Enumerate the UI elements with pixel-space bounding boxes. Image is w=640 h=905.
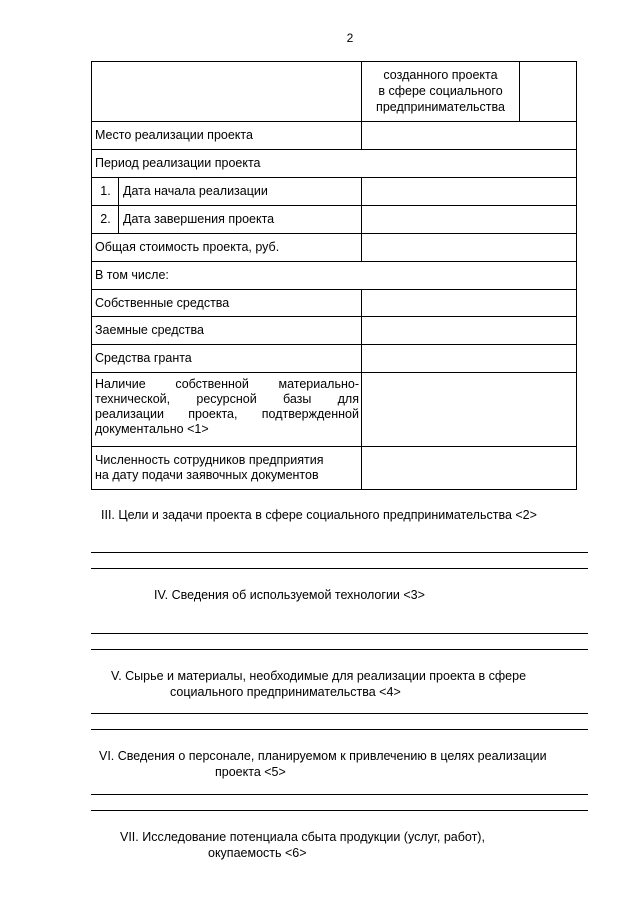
table-row-location <box>91 121 577 149</box>
table-row-period <box>91 149 577 177</box>
table-row-borrowed-funds <box>91 316 577 344</box>
table-row-material-base <box>91 372 577 446</box>
table-cell-empty <box>92 62 362 121</box>
section-6-title-line1: VI. Сведения о персонале, планируемом к привлечению в целях реализации <box>99 749 547 763</box>
label-total-cost: Общая стоимость проекта, руб. <box>95 240 280 254</box>
section-6-title-line2: проекта <5> <box>215 765 286 779</box>
fill-line <box>91 729 588 730</box>
section-4-title: IV. Сведения об используемой технологии <3> <box>154 588 425 602</box>
table-row-start <box>91 177 577 205</box>
table-cell-top-text: созданного проекта в сфере социального предпринимательства <box>376 68 505 114</box>
fill-line <box>91 713 588 714</box>
fill-line <box>91 568 588 569</box>
table-row-grant-funds <box>91 344 577 372</box>
label-grant-funds: Средства гранта <box>95 351 192 365</box>
table-cell-divider <box>519 62 520 121</box>
fill-line <box>91 794 588 795</box>
label-end-num: 2. <box>100 212 111 226</box>
section-3-title: III. Цели и задачи проекта в сфере социального предпринимательства <2> <box>101 508 537 522</box>
fill-line <box>91 649 588 650</box>
table-row-continuation <box>91 61 577 121</box>
section-7-title-line1: VII. Исследование потенциала сбыта продукции (услуг, работ), <box>120 830 485 844</box>
fill-line <box>91 810 588 811</box>
table-row-own-funds <box>91 289 577 316</box>
label-end: Дата завершения проекта <box>123 212 275 226</box>
label-own-funds: Собственные средства <box>95 296 230 310</box>
label-location: Место реализации проекта <box>95 128 253 142</box>
label-material-base: Наличие собственной материально- технической, ресурсной базы для реализации проекта, подтвержденной документально <1> <box>95 377 359 436</box>
label-borrowed-funds: Заемные средства <box>95 323 204 337</box>
fill-line <box>91 552 588 553</box>
label-start: Дата начала реализации <box>123 184 268 198</box>
table-row-staff-count <box>91 446 577 490</box>
table-row-including <box>91 261 577 289</box>
project-info-table <box>91 61 577 490</box>
section-7-title-line2: окупаемость <6> <box>208 846 307 860</box>
label-period: Период реализации проекта <box>95 156 261 170</box>
label-start-num: 1. <box>100 184 111 198</box>
table-row-end <box>91 205 577 233</box>
label-staff-count: Численность сотрудников предприятия на дату подачи заявочных документов <box>95 453 324 482</box>
label-including: В том числе: <box>95 268 169 282</box>
page-number: 2 <box>346 31 354 45</box>
table-row-total-cost <box>91 233 577 261</box>
fill-line <box>91 633 588 634</box>
section-5-title-line2: социального предпринимательства <4> <box>170 685 401 699</box>
section-5-title-line1: V. Сырье и материалы, необходимые для реализации проекта в сфере <box>111 669 527 683</box>
